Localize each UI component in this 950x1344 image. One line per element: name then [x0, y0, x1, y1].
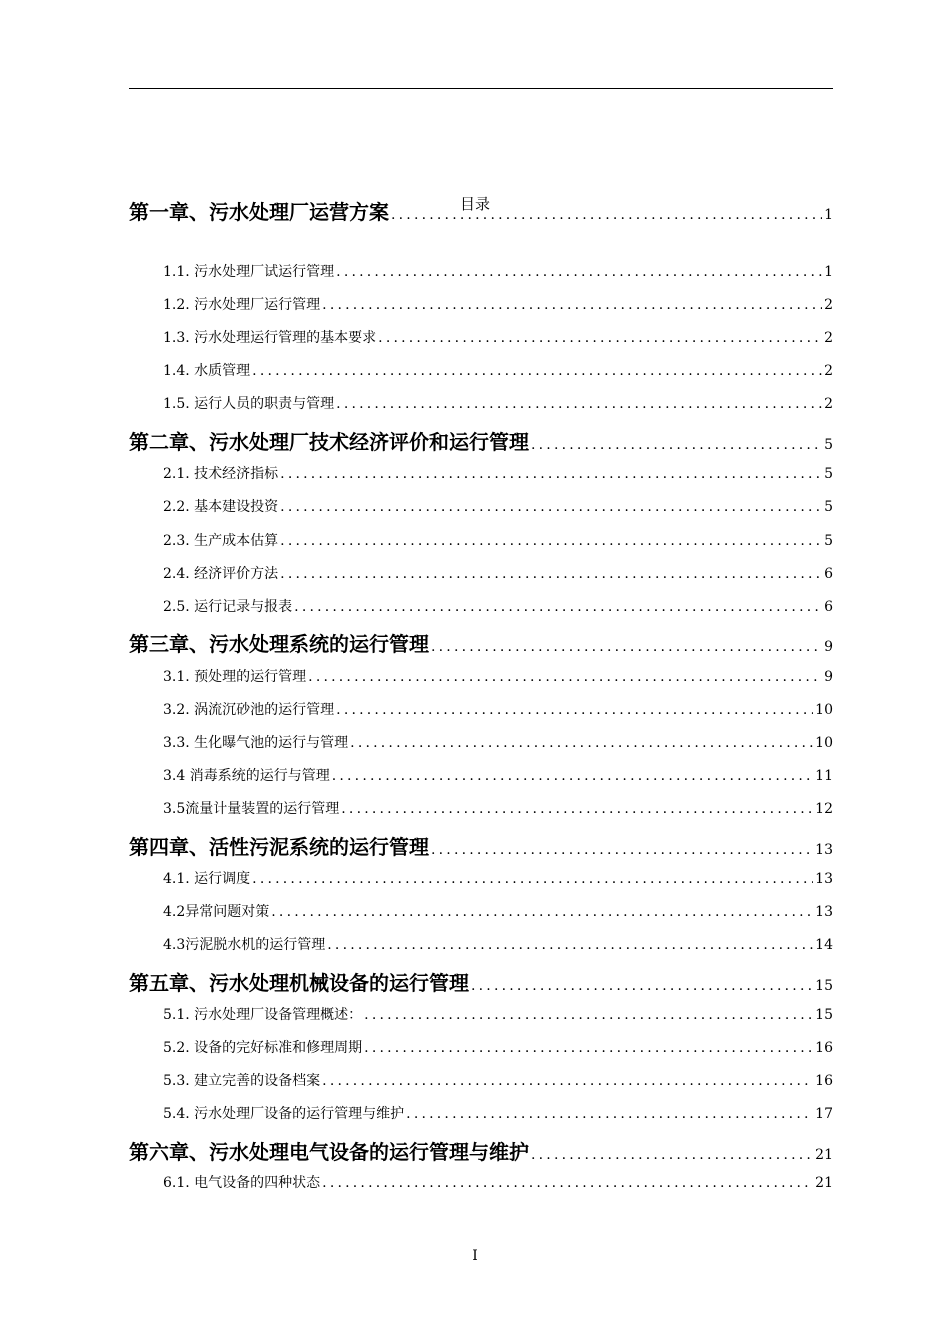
toc-dot-leader — [280, 463, 822, 485]
toc-entry-label: 1.4. 水质管理 — [163, 363, 251, 379]
toc-dot-leader — [280, 496, 822, 518]
toc-entry-label: 1.5. 运行人员的职责与管理 — [163, 396, 335, 412]
toc-entry-label: 第二章、污水处理厂技术经济评价和运行管理 — [129, 430, 529, 454]
toc-entry-label: 第六章、污水处理电气设备的运行管理与维护 — [129, 1140, 529, 1164]
toc-entry-label: 3.3. 生化曝气池的运行与管理 — [163, 735, 349, 751]
toc-section-entry[interactable] — [163, 798, 833, 824]
toc-dot-leader — [336, 261, 822, 283]
toc-section-entry[interactable] — [163, 732, 833, 758]
header-rule — [129, 88, 833, 89]
toc-section-entry[interactable] — [163, 596, 833, 622]
toc-entry-page-number: 15 — [815, 1007, 833, 1023]
toc-chapter-entry[interactable] — [129, 970, 833, 996]
toc-chapter-entry[interactable] — [129, 1139, 833, 1165]
toc-dot-leader — [280, 530, 822, 552]
toc-entry-page-number: 5 — [824, 499, 833, 515]
toc-entry-label: 2.2. 基本建设投资 — [163, 499, 279, 515]
toc-entry-page-number: 12 — [815, 801, 833, 817]
toc-dot-leader — [308, 666, 822, 688]
toc-dot-leader — [364, 1037, 813, 1059]
toc-entry-page-number: 13 — [815, 871, 833, 887]
toc-entry-label: 1.3. 污水处理运行管理的基本要求 — [163, 330, 377, 346]
toc-entry-page-number: 2 — [824, 297, 833, 313]
toc-entry-page-number: 9 — [824, 669, 833, 685]
toc-dot-leader — [364, 1004, 813, 1026]
toc-entry-page-number: 2 — [824, 396, 833, 412]
toc-dot-leader — [294, 596, 822, 618]
toc-entry-label: 3.4 消毒系统的运行与管理 — [163, 768, 330, 784]
toc-entry-page-number: 1 — [824, 207, 833, 223]
toc-entry-label: 第三章、污水处理系统的运行管理 — [129, 632, 429, 656]
toc-entry-label: 3.2. 涡流沉砂池的运行管理 — [163, 702, 335, 718]
toc-dot-leader — [322, 1070, 813, 1092]
toc-entry-page-number: 5 — [824, 533, 833, 549]
toc-section-entry[interactable] — [163, 901, 833, 927]
toc-section-entry[interactable] — [163, 699, 833, 725]
toc-dot-leader — [322, 294, 822, 316]
toc-entry-page-number: 6 — [824, 566, 833, 582]
toc-entry-page-number: 21 — [815, 1175, 833, 1191]
toc-dot-leader — [332, 765, 813, 787]
toc-entry-label: 4.3污泥脱水机的运行管理 — [163, 937, 326, 953]
toc-chapter-entry[interactable] — [129, 834, 833, 860]
toc-section-entry[interactable] — [163, 294, 833, 320]
toc-title: 目录 — [459, 195, 490, 213]
toc-entry-label: 第五章、污水处理机械设备的运行管理 — [129, 971, 469, 995]
toc-chapter-entry[interactable] — [129, 631, 833, 657]
toc-entry-page-number: 5 — [824, 437, 833, 453]
toc-section-entry[interactable] — [163, 1172, 833, 1198]
toc-dot-leader — [350, 732, 813, 754]
toc-dot-leader — [531, 432, 822, 455]
toc-dot-leader — [341, 798, 813, 820]
toc-dot-leader — [406, 1103, 813, 1125]
toc-entry-page-number: 1 — [824, 264, 833, 280]
toc-entry-label: 5.2. 设备的完好标准和修理周期 — [163, 1040, 363, 1056]
toc-entry-page-number: 11 — [815, 768, 833, 784]
toc-entry-page-number: 14 — [815, 937, 833, 953]
toc-section-entry[interactable] — [163, 1070, 833, 1096]
toc-section-entry[interactable] — [163, 393, 833, 419]
toc-dot-leader — [280, 563, 822, 585]
toc-dot-leader — [271, 901, 813, 923]
toc-section-entry[interactable] — [163, 868, 833, 894]
toc-entry-page-number: 2 — [824, 330, 833, 346]
toc-entry-label: 第四章、活性污泥系统的运行管理 — [129, 835, 429, 859]
toc-section-entry[interactable] — [163, 360, 833, 386]
toc-entry-page-number: 2 — [824, 363, 833, 379]
toc-dot-leader — [336, 393, 822, 415]
toc-entry-label: 5.3. 建立完善的设备档案 — [163, 1073, 321, 1089]
toc-entry-page-number: 16 — [815, 1040, 833, 1056]
toc-dot-leader — [431, 837, 813, 860]
toc-entry-label: 2.4. 经济评价方法 — [163, 566, 279, 582]
toc-dot-leader — [322, 1172, 813, 1194]
toc-section-entry[interactable] — [163, 666, 833, 692]
toc-entry-page-number: 21 — [815, 1147, 833, 1163]
toc-section-entry[interactable] — [163, 463, 833, 489]
toc-entry-page-number: 13 — [815, 842, 833, 858]
toc-section-entry[interactable] — [163, 261, 833, 287]
toc-entry-label: 4.1. 运行调度 — [163, 871, 251, 887]
toc-entry-label: 3.1. 预处理的运行管理 — [163, 669, 307, 685]
toc-entry-label: 3.5流量计量装置的运行管理 — [163, 801, 340, 817]
toc-entry-label: 2.3. 生产成本估算 — [163, 533, 279, 549]
toc-entry-label: 2.5. 运行记录与报表 — [163, 599, 293, 615]
toc-dot-leader — [391, 202, 822, 225]
toc-entry-label: 6.1. 电气设备的四种状态 — [163, 1175, 321, 1191]
toc-entry-label: 1.2. 污水处理厂运行管理 — [163, 297, 321, 313]
toc-section-entry[interactable] — [163, 1004, 833, 1030]
toc-entry-label: 1.1. 污水处理厂试运行管理 — [163, 264, 335, 280]
toc-section-entry[interactable] — [163, 496, 833, 522]
toc-entry-label: 第一章、污水处理厂运营方案 — [129, 200, 389, 224]
toc-chapter-entry[interactable] — [129, 199, 833, 225]
toc-entry-page-number: 5 — [824, 466, 833, 482]
toc-dot-leader — [252, 360, 822, 382]
toc-entry-label: 5.1. 污水处理厂设备管理概述： — [163, 1007, 363, 1023]
toc-section-entry[interactable] — [163, 530, 833, 556]
toc-chapter-entry[interactable] — [129, 429, 833, 455]
toc-section-entry[interactable] — [163, 934, 833, 960]
toc-entry-page-number: 6 — [824, 599, 833, 615]
toc-entry-page-number: 9 — [824, 639, 833, 655]
toc-entry-label: 2.1. 技术经济指标 — [163, 466, 279, 482]
toc-dot-leader — [327, 934, 813, 956]
toc-section-entry[interactable] — [163, 327, 833, 353]
toc-dot-leader — [431, 634, 822, 657]
footer-page-number: I — [472, 1248, 478, 1264]
toc-section-entry[interactable] — [163, 563, 833, 589]
toc-dot-leader — [531, 1142, 813, 1165]
toc-dot-leader — [252, 868, 813, 890]
toc-entry-page-number: 10 — [815, 702, 833, 718]
toc-entry-label: 5.4. 污水处理厂设备的运行管理与维护 — [163, 1106, 405, 1122]
toc-section-entry[interactable] — [163, 1103, 833, 1129]
toc-dot-leader — [336, 699, 813, 721]
toc-entry-page-number: 16 — [815, 1073, 833, 1089]
toc-section-entry[interactable] — [163, 765, 833, 791]
toc-entry-label: 4.2异常问题对策 — [163, 904, 270, 920]
toc-entry-page-number: 10 — [815, 735, 833, 751]
toc-entry-page-number: 15 — [815, 978, 833, 994]
toc-section-entry[interactable] — [163, 1037, 833, 1063]
toc-entry-page-number: 13 — [815, 904, 833, 920]
toc-dot-leader — [471, 973, 813, 996]
toc-dot-leader — [378, 327, 822, 349]
toc-entry-page-number: 17 — [815, 1106, 833, 1122]
